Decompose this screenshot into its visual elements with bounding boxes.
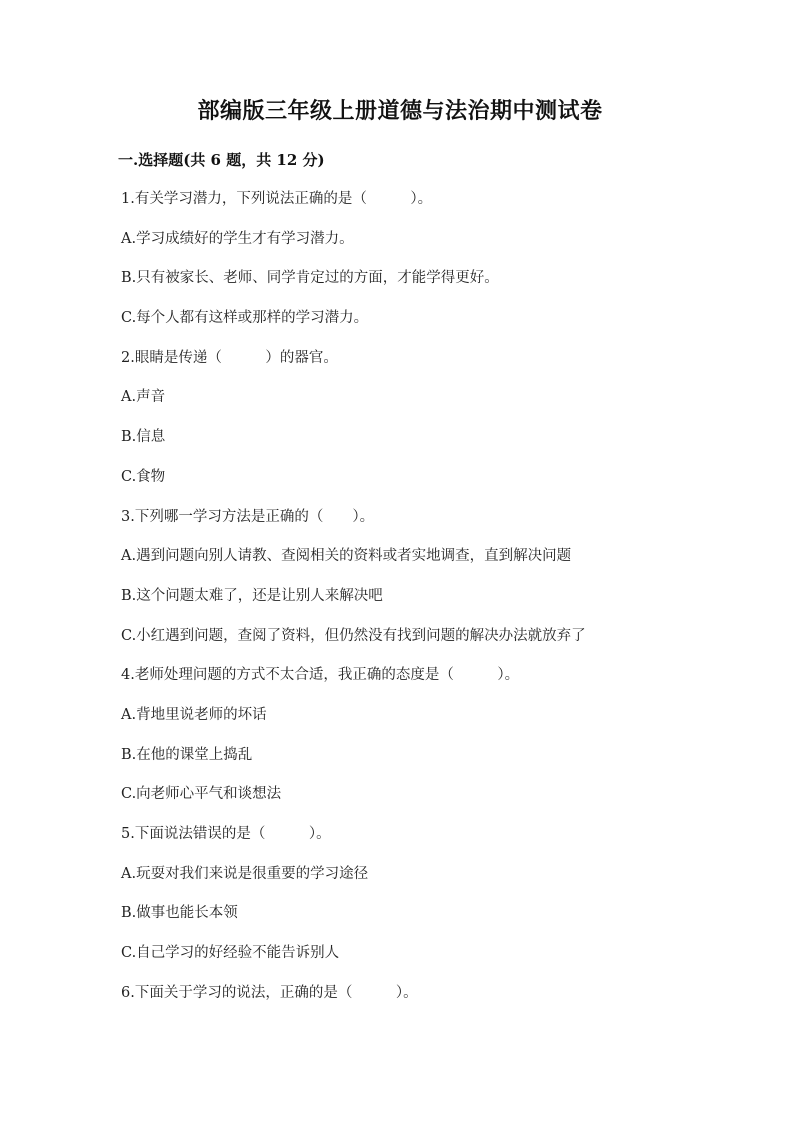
- question-3-option-c: C.小红遇到问题，查阅了资料，但仍然没有找到问题的解决办法就放弃了: [121, 627, 586, 644]
- question-5-stem: 5.下面说法错误的是（ ）。: [121, 826, 331, 842]
- question-1-stem: 1.有关学习潜力，下列说法正确的是（ ）。: [121, 191, 433, 207]
- question-2-option-a: A.声音: [121, 389, 166, 406]
- page-title: 部编版三年级上册道德与法治期中测试卷: [197, 98, 603, 124]
- question-1-option-a: A.学习成绩好的学生才有学习潜力。: [121, 230, 354, 247]
- question-4-option-b: B.在他的课堂上捣乱: [121, 746, 253, 763]
- question-4-stem: 4.老师处理问题的方式不太合适，我正确的态度是（ ）。: [121, 667, 520, 684]
- question-4-option-a: A.背地里说老师的坏话: [121, 706, 267, 723]
- question-3-stem: 3.下列哪一学习方法是正确的（ ）。: [121, 508, 375, 525]
- question-list: [121, 189, 721, 1022]
- question-1-option-b: B.只有被家长、老师、同学肯定过的方面，才能学得更好。: [121, 270, 499, 287]
- question-3-option-b: B.这个问题太难了，还是让别人来解决吧: [121, 587, 383, 604]
- question-4-option-c: C.向老师心平气和谈想法: [121, 786, 282, 803]
- question-6-stem: 6.下面关于学习的说法，正确的是（ ）。: [121, 984, 418, 1001]
- question-1-option-c: C.每个人都有这样或那样的学习潜力。: [121, 310, 369, 327]
- question-2-option-c: C.食物: [121, 468, 166, 485]
- section-heading: 一.选择题(共 6 题，共 12 分): [118, 151, 325, 169]
- question-2-stem: 2.眼睛是传递（ ）的器官。: [121, 349, 338, 366]
- question-5-option-c: C.自己学习的好经验不能告诉别人: [121, 945, 340, 962]
- question-5-option-b: B.做事也能长本领: [121, 905, 238, 922]
- question-3-option-a: A.遇到问题向别人请教、查阅相关的资料或者实地调查，直到解决问题: [121, 548, 572, 565]
- question-2-option-b: B.信息: [121, 429, 166, 446]
- question-5-option-a: A.玩耍对我们来说是很重要的学习途径: [121, 865, 369, 882]
